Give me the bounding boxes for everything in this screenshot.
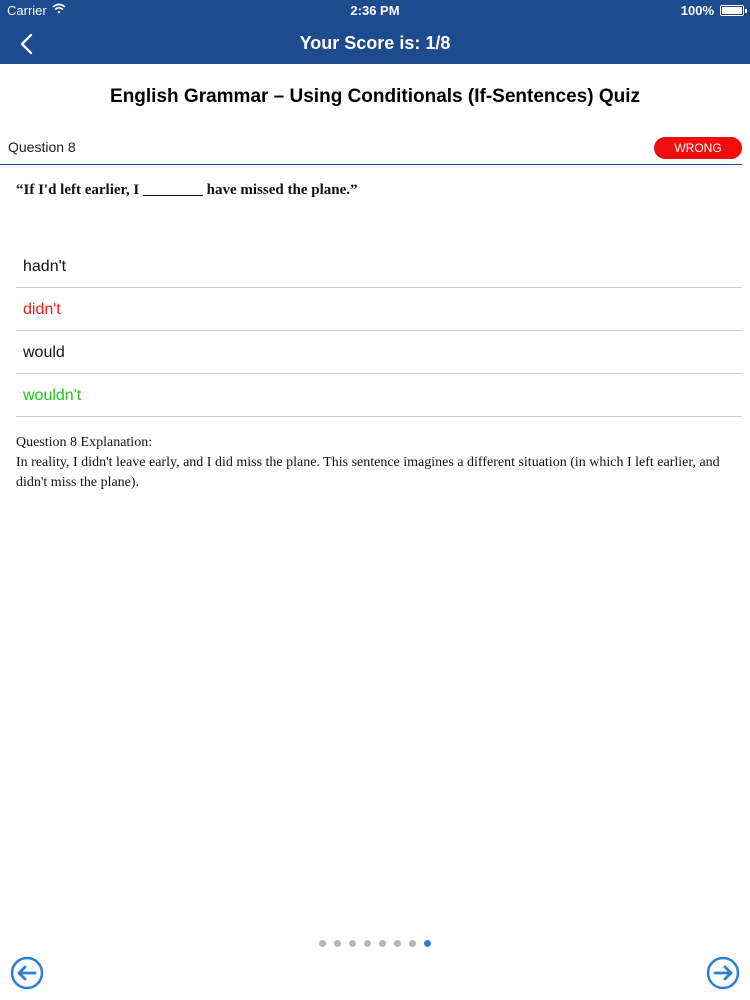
question-number: Question 8	[8, 139, 76, 155]
page-dot[interactable]	[349, 940, 356, 947]
page-dot[interactable]	[394, 940, 401, 947]
page-dot[interactable]	[409, 940, 416, 947]
previous-question-button[interactable]	[10, 956, 44, 990]
page-dot[interactable]	[334, 940, 341, 947]
question-text: “If I'd left earlier, I ________ have missed the plane.”	[16, 182, 358, 198]
clock-label: 2:36 PM	[350, 3, 400, 18]
explanation-title: Question 8 Explanation:	[16, 435, 153, 450]
answer-option-correct[interactable]: wouldn't	[16, 374, 742, 417]
question-header	[0, 134, 742, 165]
result-badge: WRONG	[654, 137, 742, 159]
explanation-body: In reality, I didn't leave early, and I did miss the plane. This sentence imagines a different situation (in which I left earlier, and didn't miss the plane).	[16, 455, 720, 490]
score-title: Your Score is: 1/8	[299, 33, 451, 53]
page-dot-current[interactable]	[424, 940, 431, 947]
battery-icon	[720, 5, 744, 16]
answer-option[interactable]: would	[16, 331, 742, 374]
page-dot[interactable]	[364, 940, 371, 947]
navigation-bar	[0, 0, 750, 64]
answer-options	[16, 245, 742, 417]
page-indicator	[0, 940, 750, 947]
answer-option[interactable]: hadn't	[16, 245, 742, 288]
page-dot[interactable]	[379, 940, 386, 947]
explanation	[16, 433, 736, 493]
battery-percentage: 100%	[680, 3, 714, 18]
status-bar	[0, 0, 750, 22]
arrow-left-circle-icon	[10, 956, 44, 990]
answer-option-selected-wrong[interactable]: didn't	[16, 288, 742, 331]
next-question-button[interactable]	[706, 956, 740, 990]
quiz-title: English Grammar – Using Conditionals (If-Sentences) Quiz	[110, 86, 640, 107]
carrier-label: Carrier	[7, 3, 47, 18]
page-dot[interactable]	[319, 940, 326, 947]
arrow-right-circle-icon	[706, 956, 740, 990]
